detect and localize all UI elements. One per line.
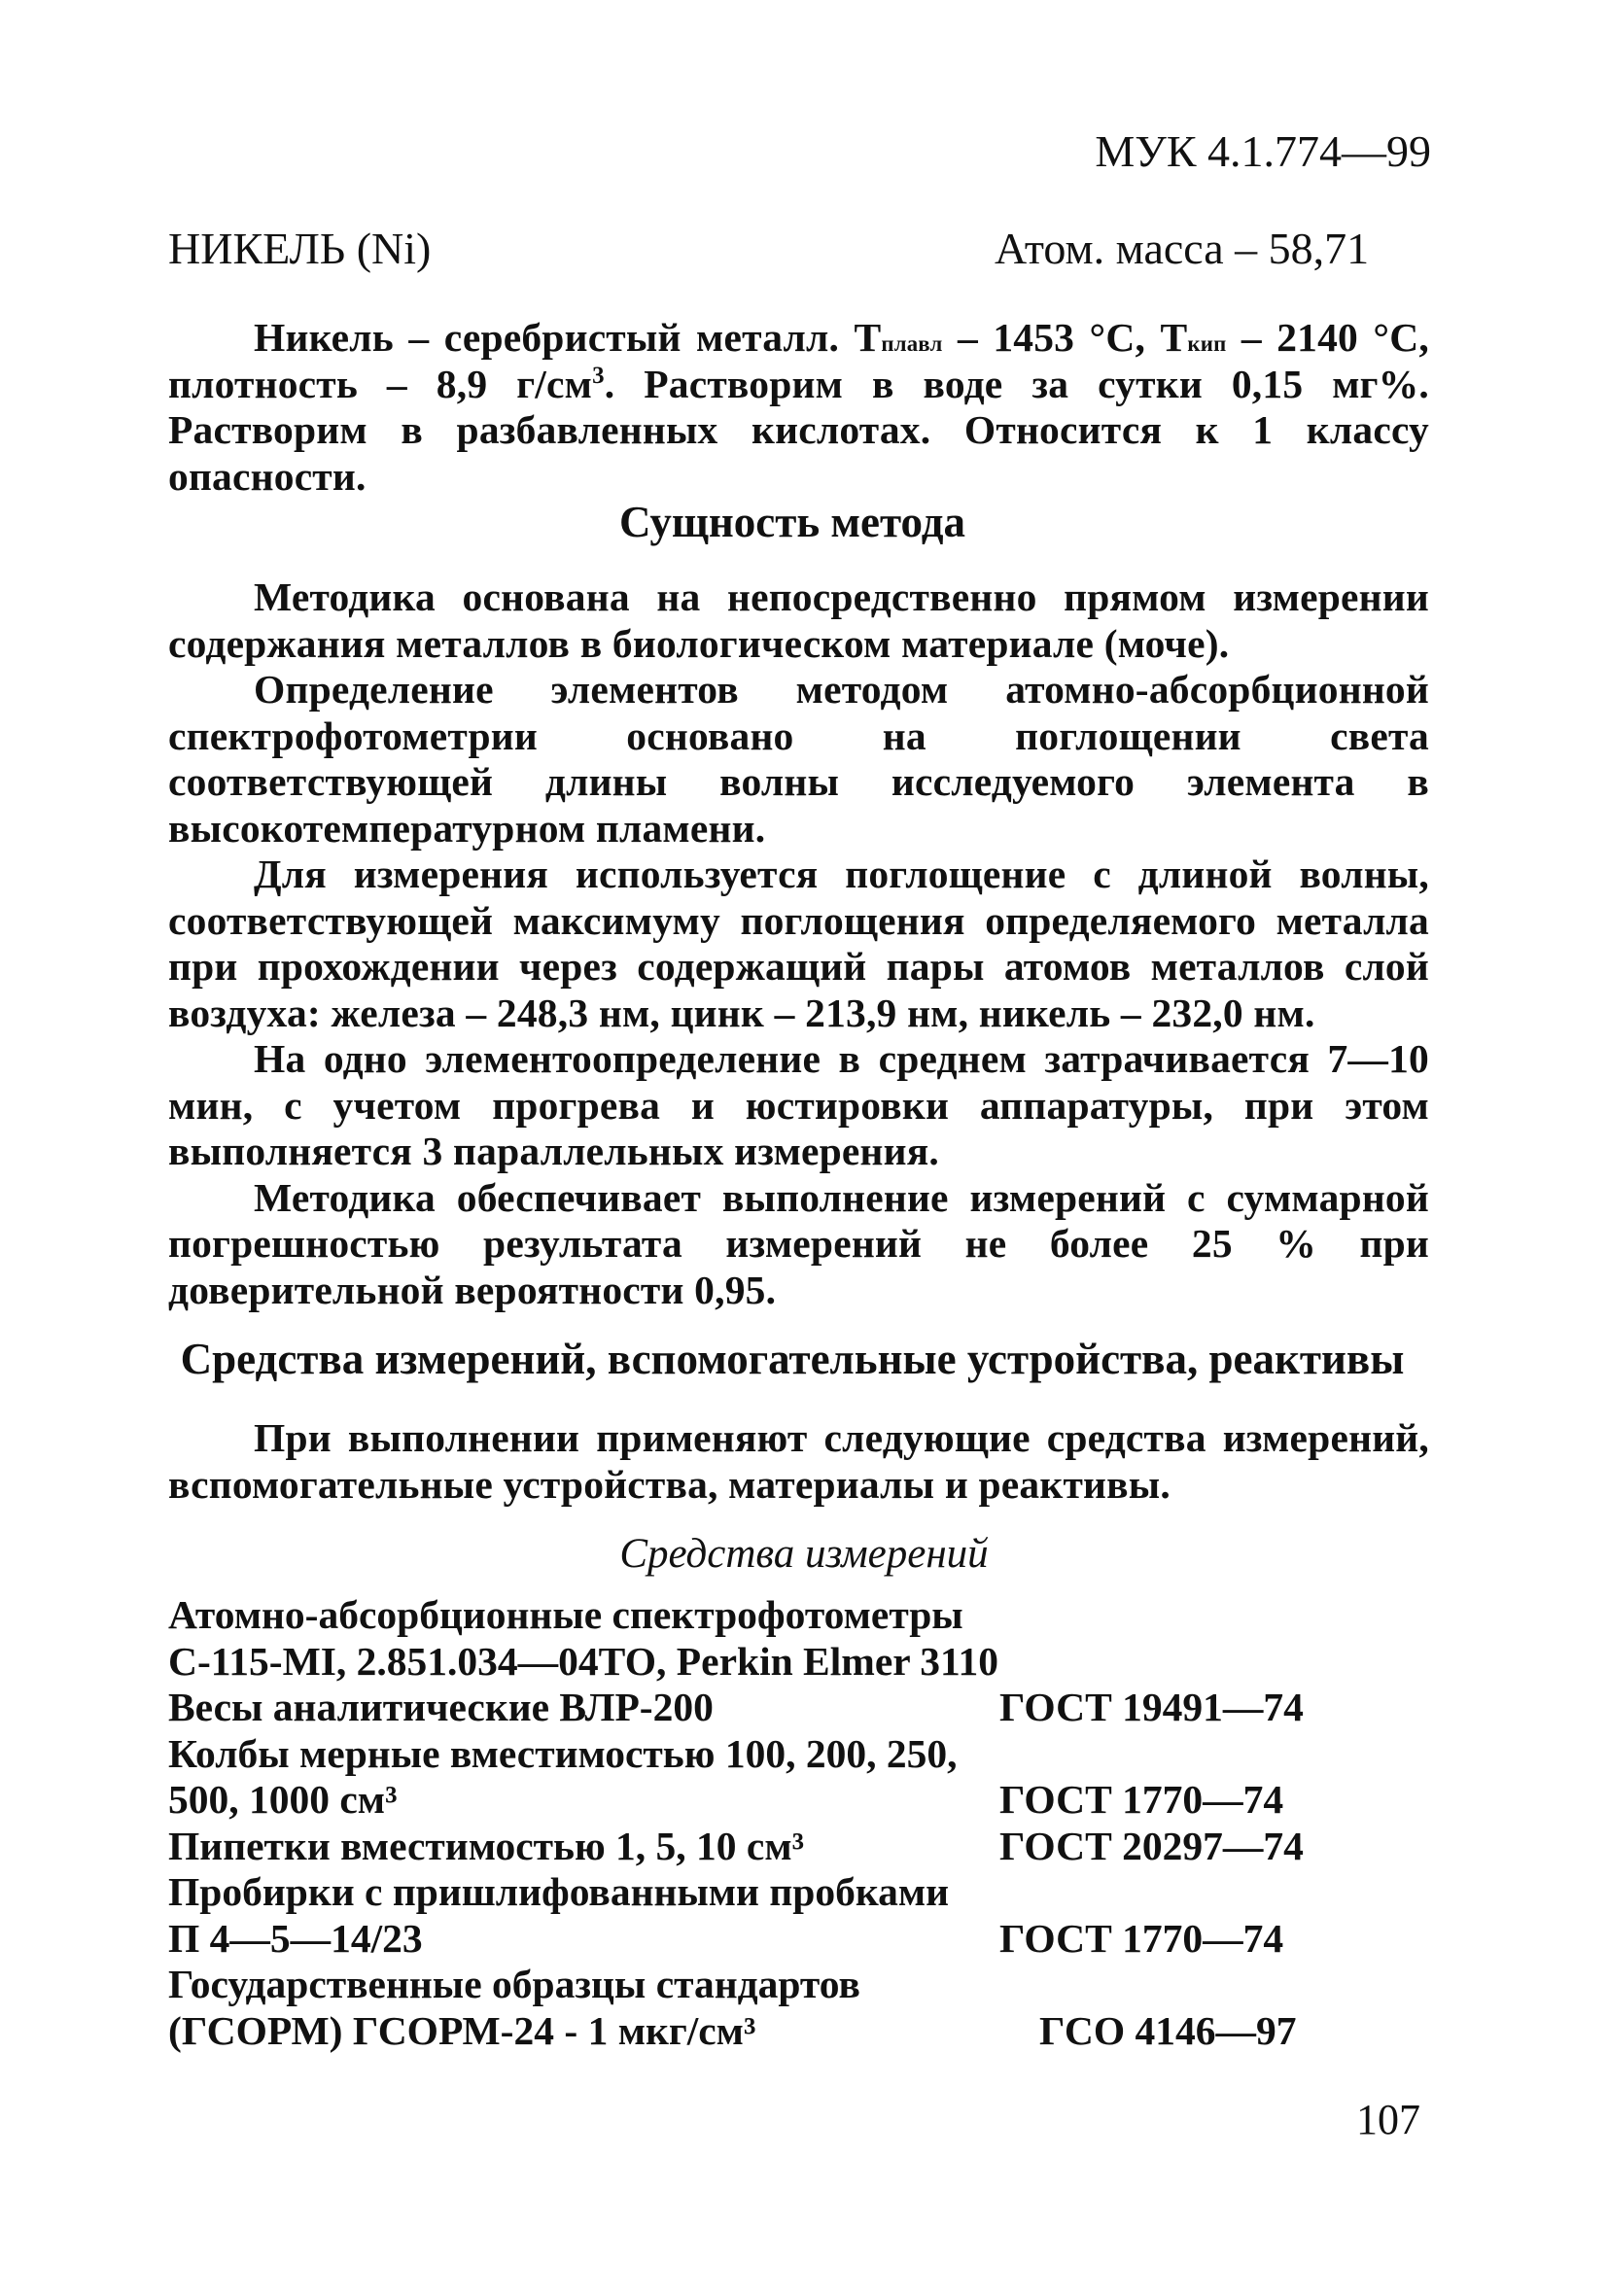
atomic-mass: Атом. масса – 58,71: [995, 224, 1370, 273]
equipment-standard: ГСО 4146—97: [1039, 2007, 1297, 2053]
equipment-item: [168, 1731, 1432, 1824]
method-paragraph: На одно элементоопределение в среднем затрачивается 7—10 мин, с учетом прогрева и юстировки аппаратуры, при этом выполняется 3 параллельных измерения.: [168, 1036, 1429, 1173]
element-description: [168, 315, 1429, 500]
equipment-standard: ГОСТ 1770—74: [999, 1777, 1284, 1822]
equipment-item: [168, 1592, 1432, 1685]
equipment-item: [168, 1824, 1432, 1870]
equipment-item: [168, 1962, 1432, 2054]
equipment-standard: ГОСТ 1770—74: [999, 1915, 1284, 1961]
equipment-name: Государственные образцы стандартов: [168, 1962, 860, 2006]
equipment-name: Колбы мерные вместимостью 100, 200, 250,: [168, 1730, 958, 1776]
method-paragraph: Методика обеспечивает выполнение измерений с суммарной погрешностью результата измерений не более 25 % при доверительной вероятности 0,95.: [168, 1174, 1429, 1312]
equipment-name-cont: П 4—5—14/23: [168, 1915, 423, 1961]
equipment-name-cont: С-115-МI, 2.851.034—04ТО, Perkin Elmer 3110: [168, 1638, 999, 1684]
method-paragraph: Определение элементов методом атомно-абсорбционной спектрофотометрии основано на поглощении света соответствующей длины волны исследуемого элемента в высокотемпературном пламени.: [168, 667, 1429, 851]
element-title: НИКЕЛЬ (Ni): [168, 224, 432, 273]
equipment-item: [168, 1869, 1432, 1962]
means-intro-paragraph: При выполнении применяют следующие средства измерений, вспомогательные устройства, материалы и реактивы.: [168, 1415, 1429, 1507]
element-description-paragraph: Никель – серебристый металл. Tплавл – 1453 °С, Tкип – 2140 °С, плотность – 8,9 $г/см^3$. Растворим в воде за сутки 0,15 мг%. Растворим в разбавленных кислотах. Относится к 1 классу опасности.: [168, 315, 1429, 499]
equipment-name: Весы аналитические ВЛР-200: [168, 1685, 714, 1729]
equipment-name: Пипетки вместимостью 1, 5, 10 см³: [168, 1823, 805, 1868]
page-number: 107: [1356, 2096, 1420, 2143]
means-intro: [168, 1415, 1429, 1508]
equipment-list: [168, 1592, 1432, 2054]
equipment-name-cont: 500, 1000 см³: [168, 1777, 398, 1822]
method-paragraph: Для измерения используется поглощение с длиной волны, соответствующей максимуму поглощения определяемого металла при прохождении через содержащий пары атомов металлов слой воздуха: железа – 248,3 нм, цинк – 213,9 нм, никель – 232,0 нм.: [168, 852, 1429, 1035]
equipment-standard: ГОСТ 19491—74: [999, 1685, 1304, 1729]
method-section-body: [168, 574, 1429, 1313]
equipment-name-cont: (ГСОРМ) ГСОРМ-24 - 1 мкг/см³: [168, 2007, 756, 2053]
equipment-item: [168, 1685, 1432, 1731]
equipment-name: Атомно-абсорбционные спектрофотометры: [168, 1592, 963, 1637]
subheading-measurement-means: Средства измерений: [619, 1531, 989, 1577]
section-heading-method: Сущность метода: [618, 498, 966, 546]
section-heading-means: Средства измерений, вспомогательные устройства, реактивы: [180, 1335, 1405, 1383]
equipment-standard: ГОСТ 20297—74: [999, 1823, 1304, 1868]
method-paragraph: Методика основана на непосредственно прямом измерении содержания металлов в биологическом материале (моче).: [168, 574, 1429, 666]
document-code: МУК 4.1.774—99: [1095, 126, 1431, 176]
equipment-name: Пробирки с пришлифованными пробками: [168, 1869, 950, 1914]
